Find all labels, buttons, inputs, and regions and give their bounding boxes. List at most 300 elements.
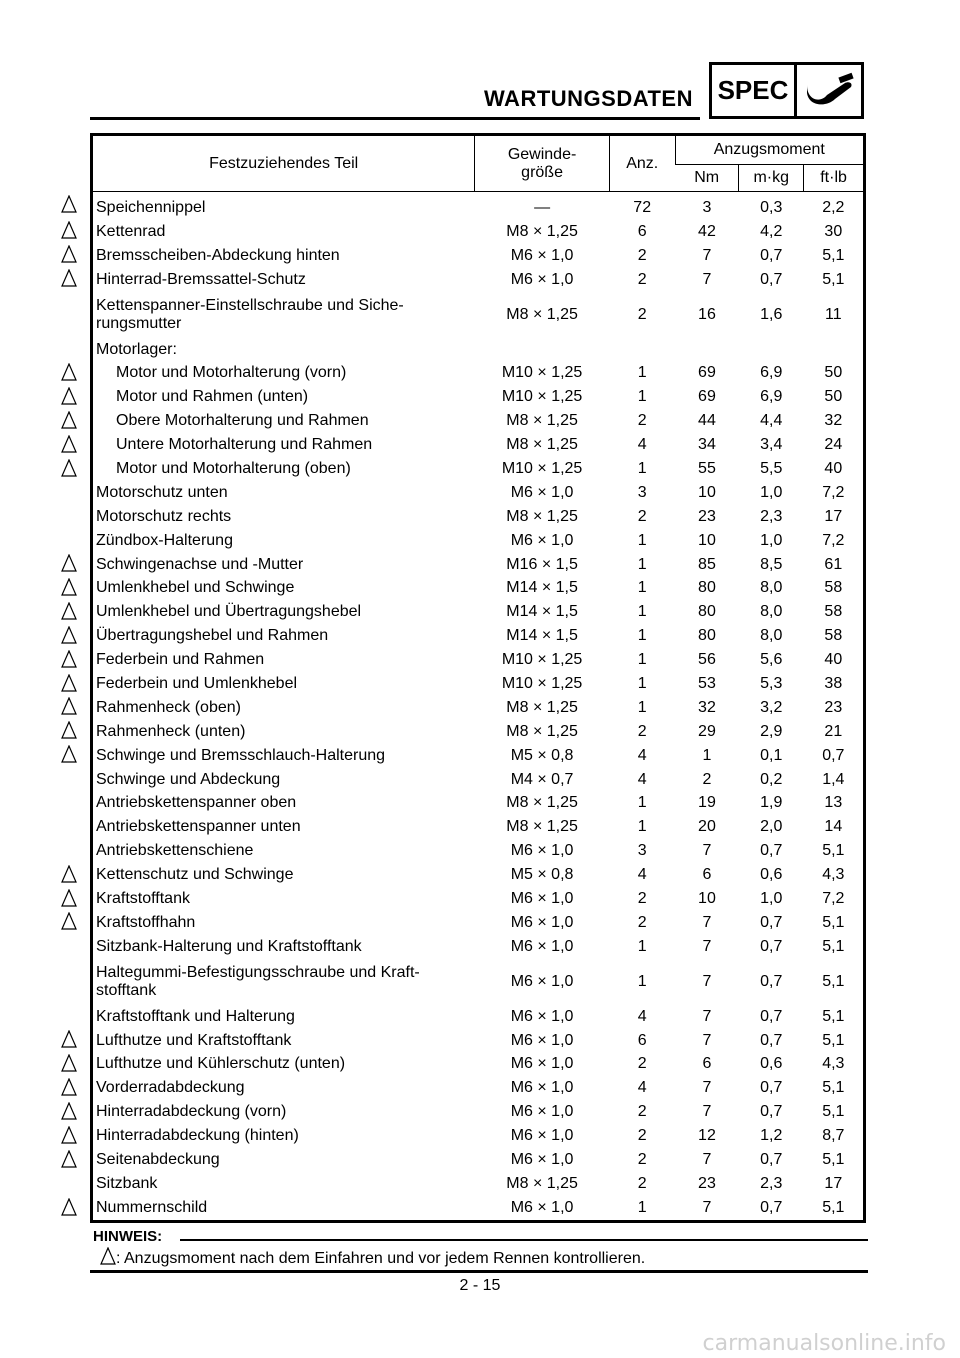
cell-part	[92, 1076, 475, 1100]
cell-mkg-text: 0,3	[760, 198, 783, 216]
cell-thread-text: M6 × 1,0	[510, 937, 574, 955]
cell-thread	[475, 887, 610, 911]
table-row	[92, 696, 865, 720]
cell-thread	[475, 361, 610, 385]
cell-mkg-text: 0,7	[760, 1151, 783, 1168]
cell-ftlb	[804, 481, 865, 505]
cell-mkg	[739, 624, 804, 648]
cell-qty-text: 72	[633, 198, 652, 216]
cell-ftlb	[804, 839, 865, 863]
table-row	[92, 338, 865, 362]
cell-mkg	[739, 220, 804, 244]
cell-mkg	[739, 696, 804, 720]
cell-ftlb	[804, 1053, 865, 1077]
table-row	[92, 481, 865, 505]
cell-nm-text: 80	[698, 627, 716, 645]
cell-part	[92, 361, 475, 385]
cell-part	[92, 338, 475, 362]
cell-thread	[475, 1100, 610, 1124]
cell-mkg	[739, 935, 804, 959]
cell-qty-text: 1	[637, 674, 647, 692]
cell-part	[92, 911, 475, 935]
cell-mkg-text: 8,5	[760, 555, 783, 573]
cell-thread-text: M16 × 1,5	[506, 555, 578, 573]
cell-thread-text: M8 × 1,25	[506, 794, 578, 812]
cell-mkg-text: 8,0	[760, 579, 783, 597]
cell-mkg-text: 8,0	[760, 627, 783, 645]
cell-qty-text: 1	[637, 459, 647, 477]
cell-mkg-text: 1,2	[760, 1127, 783, 1145]
cell-thread	[475, 1076, 610, 1100]
cell-thread-text: M10 × 1,25	[501, 651, 583, 669]
cell-nm-text: 44	[698, 412, 716, 430]
cell-nm	[675, 863, 739, 887]
cell-nm	[675, 385, 739, 409]
cell-ftlb-text: 4,3	[822, 1055, 845, 1073]
cell-thread	[475, 338, 610, 362]
header-torque: Anzugsmoment	[675, 135, 864, 165]
cell-mkg-text: 8,0	[760, 603, 783, 621]
cell-qty	[609, 529, 675, 553]
cell-qty-text: 6	[637, 1031, 647, 1049]
cell-nm	[675, 648, 739, 672]
cell-mkg-text: 1,6	[760, 305, 783, 323]
cell-thread-text: M6 × 1,0	[510, 842, 574, 860]
cell-thread-text: M6 × 1,0	[510, 889, 574, 907]
torque-table	[90, 133, 866, 1223]
cell-ftlb	[804, 1124, 865, 1148]
cell-qty-text: 1	[637, 818, 647, 836]
cell-part-text: Kettenrad	[96, 222, 166, 240]
cell-thread-text: M6 × 1,0	[510, 1079, 574, 1097]
cell-ftlb-text: 5,1	[822, 246, 845, 264]
cell-part	[92, 1029, 475, 1053]
cell-thread-text: M8 × 1,25	[506, 507, 578, 525]
cell-thread	[475, 268, 610, 292]
cell-thread-text: M14 × 1,5	[506, 603, 578, 621]
table-row	[92, 672, 865, 696]
cell-mkg	[739, 1076, 804, 1100]
cell-nm	[675, 935, 739, 959]
cell-qty	[609, 887, 675, 911]
cell-thread-text: M8 × 1,25	[506, 436, 578, 454]
cell-nm-text: 34	[698, 436, 716, 454]
cell-qty	[609, 457, 675, 481]
cell-part	[92, 648, 475, 672]
cell-mkg	[739, 1172, 804, 1196]
triangle-icon	[100, 1247, 116, 1270]
cell-part	[92, 244, 475, 268]
cell-nm-text: 7	[702, 270, 712, 288]
cell-nm-text: 20	[698, 818, 716, 836]
cell-ftlb-text: 17	[824, 1174, 843, 1192]
table-row	[92, 576, 865, 600]
cell-part-text: Hinterrad-Bremssattel-Schutz	[96, 270, 306, 288]
table-row	[92, 268, 865, 292]
cell-qty	[609, 624, 675, 648]
table-row	[92, 505, 865, 529]
cell-ftlb-text: 2,2	[822, 198, 845, 216]
cell-qty-text: 2	[637, 412, 647, 430]
cell-part-text: Federbein und Rahmen	[96, 651, 265, 669]
cell-thread	[475, 959, 610, 1005]
cell-ftlb-text: 7,2	[822, 531, 845, 549]
cell-nm	[675, 553, 739, 577]
cell-part	[92, 481, 475, 505]
cell-nm	[675, 1124, 739, 1148]
cell-thread-text: M6 × 1,0	[510, 483, 574, 501]
cell-thread-text: M8 × 1,25	[506, 305, 578, 323]
page-title: WARTUNGSDATEN	[484, 86, 693, 111]
table-row	[92, 1029, 865, 1053]
cell-part	[92, 768, 475, 792]
cell-mkg	[739, 1124, 804, 1148]
cell-nm-text: 69	[698, 364, 716, 382]
cell-mkg-text: 0,7	[760, 246, 783, 264]
cell-nm-text: 7	[702, 1079, 712, 1097]
cell-nm-text: 55	[698, 459, 716, 477]
cell-nm	[675, 244, 739, 268]
cell-part-text: Motor und Motorhalterung (oben)	[116, 459, 351, 477]
cell-ftlb	[804, 887, 865, 911]
cell-qty-text: 2	[637, 1055, 647, 1073]
cell-mkg-text: 3,4	[760, 436, 783, 454]
cell-thread-text: M10 × 1,25	[501, 364, 583, 382]
cell-qty-text: 2	[637, 1103, 647, 1121]
table-row	[92, 1124, 865, 1148]
cell-nm	[675, 292, 739, 338]
cell-qty	[609, 911, 675, 935]
cell-ftlb-text: 5,1	[822, 270, 845, 288]
cell-mkg-text: 4,4	[760, 412, 783, 430]
cell-nm	[675, 600, 739, 624]
cell-nm-text: 32	[698, 698, 716, 716]
table-row	[92, 433, 865, 457]
cell-thread-text: M10 × 1,25	[501, 459, 583, 477]
cell-part-text: Motor und Motorhalterung (vorn)	[116, 364, 347, 382]
cell-part	[92, 220, 475, 244]
cell-ftlb	[804, 529, 865, 553]
cell-nm-text: 10	[698, 889, 716, 907]
cell-thread-text: M8 × 1,25	[506, 1174, 578, 1192]
cell-qty	[609, 1029, 675, 1053]
cell-thread	[475, 720, 610, 744]
cell-nm	[675, 768, 739, 792]
cell-ftlb	[804, 244, 865, 268]
cell-thread-text: M5 × 0,8	[510, 746, 574, 764]
cell-qty	[609, 409, 675, 433]
cell-ftlb-text: 5,1	[822, 1103, 845, 1121]
cell-part-text: Antriebskettenschiene	[96, 842, 254, 860]
cell-nm	[675, 457, 739, 481]
cell-nm	[675, 192, 739, 220]
cell-nm	[675, 696, 739, 720]
cell-qty-text: 1	[637, 555, 647, 573]
cell-part-text: Haltegummi-Befestigungsschraube und Kraft- stofftank	[96, 963, 420, 999]
cell-thread	[475, 839, 610, 863]
cell-qty	[609, 815, 675, 839]
cell-ftlb	[804, 1076, 865, 1100]
cell-part	[92, 457, 475, 481]
cell-ftlb	[804, 600, 865, 624]
cell-qty	[609, 672, 675, 696]
cell-qty-text: 2	[637, 889, 647, 907]
table-row	[92, 1148, 865, 1172]
watermark: carmanualsonline.info	[702, 1331, 946, 1356]
cell-thread	[475, 457, 610, 481]
cell-mkg-text: 2,3	[760, 1174, 783, 1192]
cell-qty	[609, 292, 675, 338]
cell-part	[92, 744, 475, 768]
cell-nm	[675, 791, 739, 815]
spec-label: SPEC	[712, 65, 797, 116]
cell-ftlb	[804, 1100, 865, 1124]
cell-part	[92, 815, 475, 839]
cell-part-text: Seitenabdeckung	[96, 1151, 220, 1168]
cell-qty	[609, 1005, 675, 1029]
cell-part-text: Motorlager:	[96, 340, 177, 358]
cell-nm	[675, 361, 739, 385]
cell-part-text: Rahmenheck (unten)	[96, 722, 246, 740]
cell-thread-text: M8 × 1,25	[506, 818, 578, 836]
cell-ftlb-text: 58	[824, 579, 843, 597]
cell-thread-text: M4 × 0,7	[510, 770, 574, 788]
cell-qty	[609, 192, 675, 220]
cell-part-text: Kettenspanner-Einstellschraube und Siche- rungsmutter	[96, 296, 404, 332]
cell-thread	[475, 1124, 610, 1148]
cell-part-text: Kraftstofftank	[96, 889, 190, 907]
cell-thread	[475, 1053, 610, 1077]
cell-mkg-text: 1,9	[760, 794, 783, 812]
cell-mkg	[739, 361, 804, 385]
cell-mkg	[739, 839, 804, 863]
cell-qty-text: 3	[637, 842, 647, 860]
cell-ftlb	[804, 1172, 865, 1196]
cell-part	[92, 600, 475, 624]
cell-part	[92, 433, 475, 457]
cell-qty-text: 2	[637, 913, 647, 931]
cell-nm-text: 7	[702, 937, 712, 955]
cell-nm-text: 2	[702, 770, 712, 788]
cell-mkg	[739, 1005, 804, 1029]
cell-qty-text: 1	[637, 1198, 647, 1216]
cell-nm	[675, 887, 739, 911]
cell-nm	[675, 959, 739, 1005]
cell-qty-text: 4	[637, 1079, 647, 1097]
cell-mkg	[739, 1100, 804, 1124]
cell-ftlb	[804, 744, 865, 768]
cell-ftlb-text: 5,1	[822, 1079, 845, 1097]
table-row	[92, 815, 865, 839]
cell-qty	[609, 720, 675, 744]
cell-nm-text: 12	[698, 1127, 716, 1145]
cell-part-text: Schwinge und Abdeckung	[96, 770, 281, 788]
cell-part	[92, 863, 475, 887]
header-mkg: m·kg	[739, 165, 804, 192]
cell-ftlb	[804, 863, 865, 887]
cell-qty-text: 1	[637, 651, 647, 669]
cell-qty	[609, 1124, 675, 1148]
cell-nm	[675, 409, 739, 433]
cell-mkg-text: 1,0	[760, 483, 783, 501]
cell-mkg	[739, 911, 804, 935]
cell-thread-text: M14 × 1,5	[506, 627, 578, 645]
table-row	[92, 887, 865, 911]
cell-qty-text: 2	[637, 270, 647, 288]
cell-ftlb	[804, 385, 865, 409]
cell-ftlb-text: 17	[824, 507, 843, 525]
cell-nm	[675, 505, 739, 529]
cell-mkg-text: 4,2	[760, 222, 783, 240]
cell-thread-text: M8 × 1,25	[506, 698, 578, 716]
cell-ftlb-text: 5,1	[822, 1198, 845, 1216]
cell-mkg	[739, 720, 804, 744]
cell-qty-text: 1	[637, 388, 647, 406]
cell-qty	[609, 481, 675, 505]
cell-ftlb-text: 58	[824, 603, 843, 621]
cell-mkg-text: 0,7	[760, 1079, 783, 1097]
cell-qty-text: 1	[637, 698, 647, 716]
cell-mkg-text: 2,3	[760, 507, 783, 525]
cell-thread	[475, 433, 610, 457]
cell-qty	[609, 1172, 675, 1196]
cell-ftlb-text: 30	[824, 222, 843, 240]
cell-thread	[475, 815, 610, 839]
cell-mkg-text: 0,6	[760, 1055, 783, 1073]
cell-qty	[609, 385, 675, 409]
cell-nm	[675, 268, 739, 292]
cell-part-text: Untere Motorhalterung und Rahmen	[116, 436, 373, 454]
header-qty: Anz.	[609, 135, 675, 192]
cell-mkg-text: 0,1	[760, 746, 783, 764]
cell-part-text: Sitzbank	[96, 1174, 158, 1192]
cell-nm-text: 7	[702, 1007, 712, 1025]
cell-part-text: Obere Motorhalterung und Rahmen	[116, 412, 369, 430]
cell-thread	[475, 1005, 610, 1029]
cell-qty-text: 2	[637, 1151, 647, 1168]
cell-qty	[609, 768, 675, 792]
cell-part	[92, 505, 475, 529]
cell-qty-text: 4	[637, 436, 647, 454]
cell-thread	[475, 791, 610, 815]
cell-qty-text: 4	[637, 770, 647, 788]
cell-part-text: Kraftstoffhahn	[96, 913, 196, 931]
cell-ftlb-text: 14	[824, 818, 843, 836]
table-row	[92, 529, 865, 553]
cell-ftlb-text: 5,1	[822, 937, 845, 955]
cell-mkg	[739, 576, 804, 600]
cell-thread-text: M6 × 1,0	[510, 1103, 574, 1121]
cell-mkg	[739, 863, 804, 887]
cell-nm	[675, 839, 739, 863]
cell-qty	[609, 1076, 675, 1100]
spec-badge	[709, 62, 864, 119]
cell-part	[92, 1196, 475, 1221]
wrench-icon	[797, 65, 861, 116]
cell-mkg	[739, 791, 804, 815]
cell-part	[92, 624, 475, 648]
cell-ftlb-text: 58	[824, 627, 843, 645]
cell-nm-text: 7	[702, 1103, 712, 1121]
cell-part	[92, 1100, 475, 1124]
cell-qty-text: 2	[637, 722, 647, 740]
cell-mkg-text: 0,7	[760, 270, 783, 288]
cell-nm	[675, 1148, 739, 1172]
cell-nm-text: 85	[698, 555, 716, 573]
cell-part-text: Nummernschild	[96, 1198, 208, 1216]
cell-nm	[675, 624, 739, 648]
cell-thread	[475, 505, 610, 529]
cell-part-text: Bremsscheiben-Abdeckung hinten	[96, 246, 340, 264]
cell-mkg	[739, 292, 804, 338]
cell-qty-text: 1	[637, 364, 647, 382]
cell-nm	[675, 1029, 739, 1053]
cell-qty	[609, 935, 675, 959]
cell-ftlb	[804, 911, 865, 935]
cell-part	[92, 696, 475, 720]
cell-ftlb-text: 13	[824, 794, 843, 812]
cell-nm-text: 10	[698, 531, 716, 549]
cell-ftlb-text: 7,2	[822, 889, 845, 907]
cell-ftlb	[804, 815, 865, 839]
cell-part	[92, 1148, 475, 1172]
cell-mkg-text: 0,7	[760, 1198, 783, 1216]
cell-mkg-text: 0,7	[760, 842, 783, 860]
table-row	[92, 244, 865, 268]
cell-ftlb-text: 5,1	[822, 972, 845, 990]
cell-nm	[675, 481, 739, 505]
cell-part	[92, 1124, 475, 1148]
cell-nm-text: 7	[702, 972, 712, 990]
cell-part-text: Antriebskettenspanner unten	[96, 818, 301, 836]
cell-qty-text: 1	[637, 972, 647, 990]
cell-ftlb	[804, 192, 865, 220]
cell-ftlb	[804, 1148, 865, 1172]
note-text: : Anzugsmoment nach dem Einfahren und vor jedem Rennen kontrollieren.	[116, 1250, 646, 1267]
cell-thread-text: M6 × 1,0	[510, 246, 574, 264]
cell-nm	[675, 911, 739, 935]
cell-qty	[609, 268, 675, 292]
cell-part	[92, 935, 475, 959]
cell-mkg-text: 2,0	[760, 818, 783, 836]
cell-part-text: Hinterradabdeckung (vorn)	[96, 1103, 287, 1121]
cell-part-text: Schwingenachse und -Mutter	[96, 555, 304, 573]
cell-thread-text: M6 × 1,0	[510, 531, 574, 549]
cell-qty-text: 1	[637, 579, 647, 597]
cell-ftlb	[804, 696, 865, 720]
cell-thread	[475, 863, 610, 887]
cell-nm-text: 53	[698, 674, 716, 692]
cell-nm	[675, 1005, 739, 1029]
cell-mkg	[739, 338, 804, 362]
cell-thread	[475, 648, 610, 672]
table-row	[92, 220, 865, 244]
cell-mkg	[739, 244, 804, 268]
cell-nm-text: 56	[698, 651, 716, 669]
cell-ftlb-text: 5,1	[822, 913, 845, 931]
cell-ftlb	[804, 220, 865, 244]
cell-ftlb	[804, 720, 865, 744]
cell-mkg	[739, 1029, 804, 1053]
cell-qty	[609, 244, 675, 268]
cell-nm	[675, 672, 739, 696]
cell-thread	[475, 1172, 610, 1196]
cell-nm-text: 7	[702, 1198, 712, 1216]
cell-nm	[675, 815, 739, 839]
cell-qty	[609, 1196, 675, 1221]
cell-ftlb	[804, 768, 865, 792]
cell-mkg-text: 3,2	[760, 698, 783, 716]
